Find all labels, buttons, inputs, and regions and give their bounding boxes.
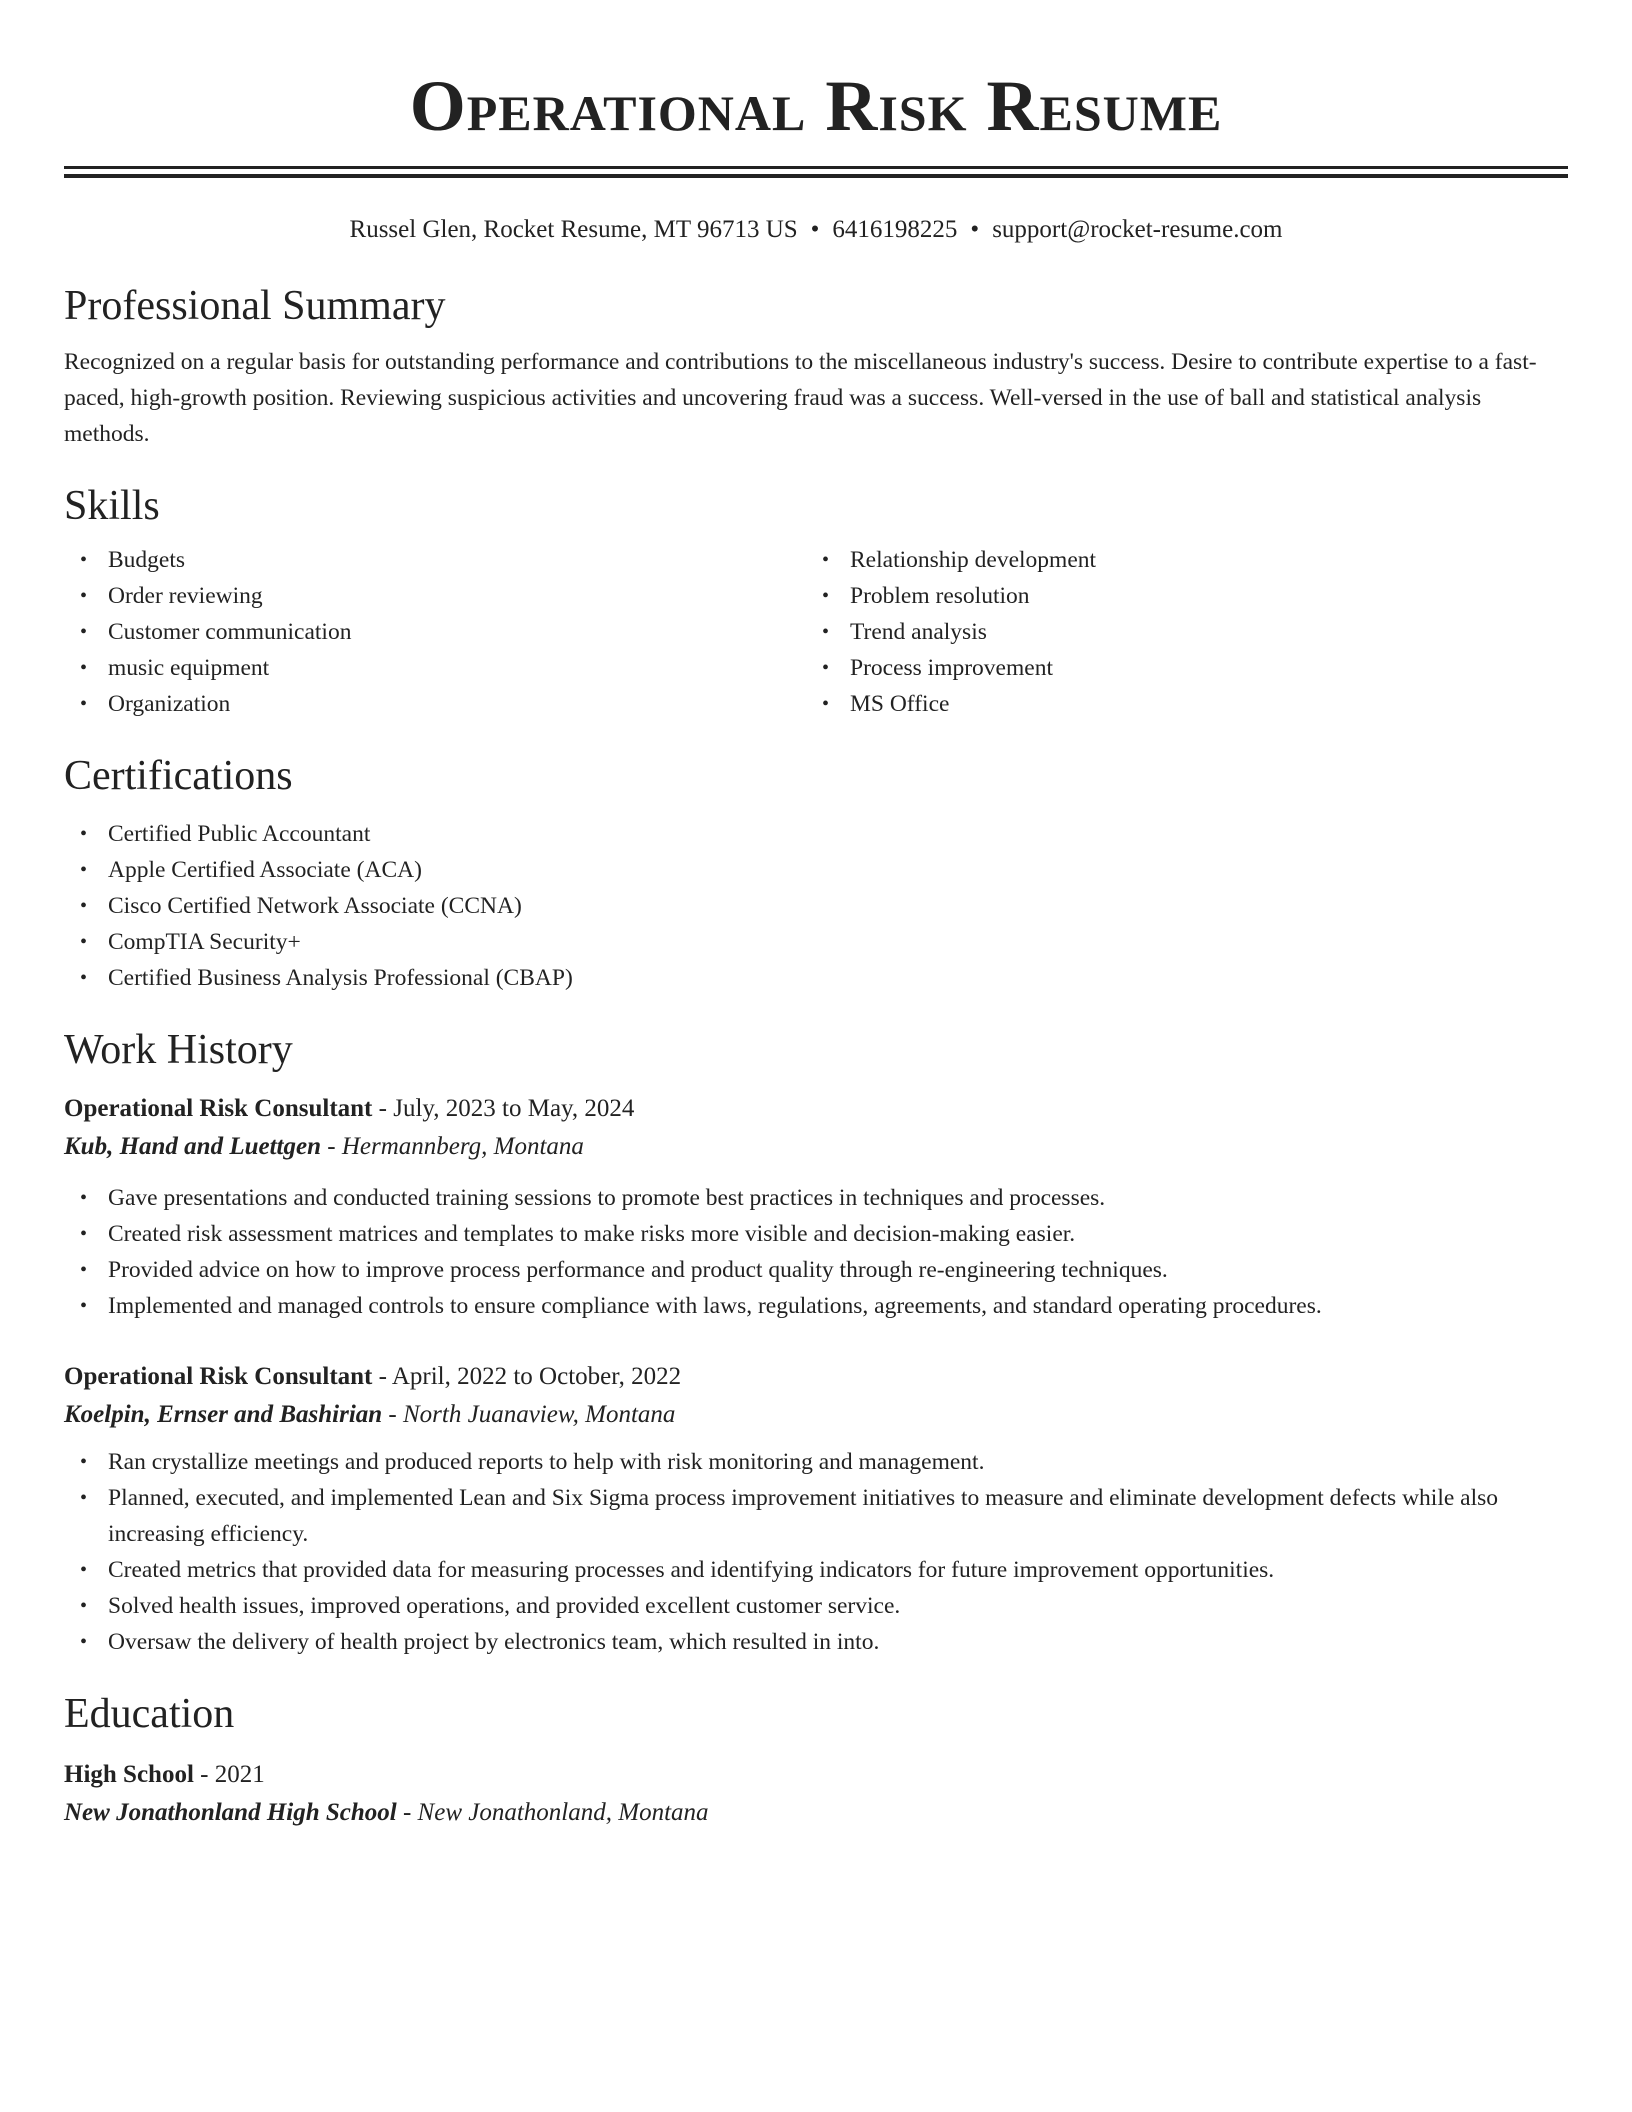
job-bullet: • Implemented and managed controls to ensure compliance with laws, regulations, agreements, and standard operating procedures. [108,1288,1568,1324]
job-bullet: • Ran crystallize meetings and produced reports to help with risk monitoring and management. [108,1444,1568,1480]
contact-phone: 6416198225 [832,216,958,243]
job-company-line [64,1396,1568,1434]
education-entry [64,1756,1568,1832]
job-title-line [64,1358,1568,1396]
skill-item: • Budgets [108,542,806,578]
summary-heading: Professional Summary [64,283,446,329]
contact-separator: • [810,216,820,243]
resume-title: Operational Risk Resume [409,66,1223,146]
skill-item: • Order reviewing [108,578,806,614]
education-degree: High School [64,1761,194,1788]
skills-list-left [64,542,806,722]
skill-item: • Relationship development [850,542,1548,578]
job-role: Operational Risk Consultant [64,1095,373,1122]
education-school-line [64,1794,1568,1832]
skill-item: • Problem resolution [850,578,1548,614]
contact-email: support@rocket-resume.com [992,216,1283,243]
certification-item: • Certified Business Analysis Professional (CBAP) [108,960,1568,996]
work-history-heading: Work History [64,1027,293,1073]
job-location: - North Juanaview, Montana [382,1401,676,1428]
contact-line [64,212,1568,248]
title-rule-bottom [64,174,1568,178]
certifications-list [64,816,1568,996]
certification-item: • Cisco Certified Network Associate (CCNA) [108,888,1568,924]
contact-separator: • [970,216,980,243]
skill-item: • Trend analysis [850,614,1548,650]
job-company: Kub, Hand and Luettgen [64,1133,321,1160]
skills-columns [64,542,1568,722]
job-bullet: • Gave presentations and conducted training sessions to promote best practices in techniques and processes. [108,1180,1568,1216]
job-location: - Hermannberg, Montana [321,1133,584,1160]
job-company: Koelpin, Ernser and Bashirian [64,1401,383,1428]
education-school: New Jonathonland High School [64,1799,397,1826]
skill-item: • Customer communication [108,614,806,650]
education-degree-line [64,1756,1568,1794]
skill-item: • music equipment [108,650,806,686]
job-bullet: • Created metrics that provided data for measuring processes and identifying indicators for future improvement opportunities. [108,1552,1568,1588]
job-bullets [64,1180,1568,1324]
skills-column-right [806,542,1548,722]
job-entry [64,1090,1568,1324]
job-entry [64,1358,1568,1660]
education-location: - New Jonathonland, Montana [396,1799,709,1826]
skills-section [64,478,1568,722]
job-dates: - July, 2023 to May, 2024 [372,1095,635,1122]
skills-heading: Skills [64,483,160,529]
contact-address: Russel Glen, Rocket Resume, MT 96713 US [349,216,798,243]
certification-item: • Certified Public Accountant [108,816,1568,852]
skills-column-left [64,542,806,722]
education-year: - 2021 [193,1761,265,1788]
job-company-line [64,1128,1568,1166]
job-bullet: • Oversaw the delivery of health project by electronics team, which resulted in into. [108,1624,1568,1660]
certification-item: • Apple Certified Associate (ACA) [108,852,1568,888]
skill-item: • Organization [108,686,806,722]
certifications-heading: Certifications [64,753,293,799]
education-section [64,1686,1568,1832]
work-history-section [64,1022,1568,1660]
title-rule-top [64,166,1568,169]
education-heading: Education [64,1691,235,1737]
skills-list-right [806,542,1548,722]
job-bullet: • Provided advice on how to improve process performance and product quality through re-engineering techniques. [108,1252,1568,1288]
job-bullet: • Created risk assessment matrices and templates to make risks more visible and decision-making easier. [108,1216,1568,1252]
job-title-line [64,1090,1568,1128]
certifications-section [64,748,1568,996]
summary-section [64,278,1568,452]
job-bullets [64,1444,1568,1660]
skill-item: • Process improvement [850,650,1548,686]
job-role: Operational Risk Consultant [64,1363,373,1390]
job-bullet: • Solved health issues, improved operations, and provided excellent customer service. [108,1588,1568,1624]
skill-item: • MS Office [850,686,1548,722]
certification-item: • CompTIA Security+ [108,924,1568,960]
summary-text: Recognized on a regular basis for outstanding performance and contributions to the miscellaneous industry's success. Desire to contribute expertise to a fast-paced, high-growth position. Reviewing suspicious activities and uncovering fraud was a success. Well-versed in the use of ball and statistical analysis methods. [64,349,1537,447]
job-dates: - April, 2022 to October, 2022 [372,1363,682,1390]
job-bullet: • Planned, executed, and implemented Lean and Six Sigma process improvement initiatives to measure and eliminate development defects while also increasing efficiency. [108,1480,1568,1552]
